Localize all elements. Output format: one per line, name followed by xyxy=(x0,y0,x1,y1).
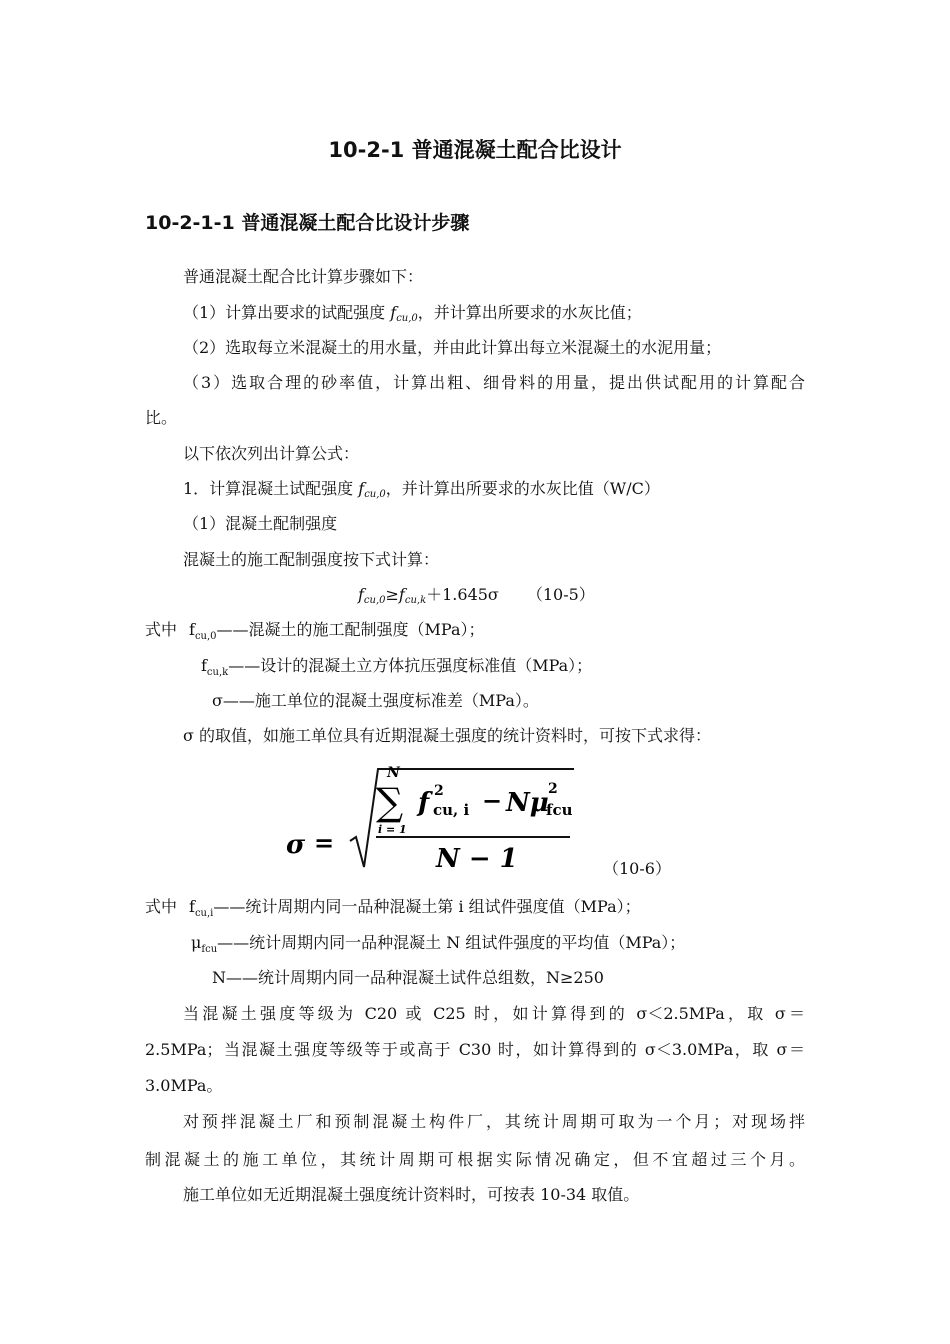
equation-10-5 xyxy=(358,584,595,612)
paragraph-item-1 xyxy=(183,478,660,506)
equation-10-6-number: （10-6） xyxy=(603,859,671,878)
paragraph-rule-line-2: 2.5MPa；当混凝土强度等级等于或高于 C30 时，如计算得到的 σ＜3.0MPa，取 σ＝ xyxy=(145,1040,805,1059)
section-heading: 10-2-1-1 普通混凝土配合比设计步骤 xyxy=(145,212,470,234)
equation-number: （10-5） xyxy=(526,585,595,604)
definition-fcui xyxy=(145,896,641,925)
symbol-f: f xyxy=(390,303,397,322)
paragraph-step-3-line-1: （3）选取合理的砂率值，计算出粗、细骨料的用量，提出供试配用的计算配合 xyxy=(183,373,805,392)
paragraph-intro: 普通混凝土配合比计算步骤如下： xyxy=(183,267,424,286)
text: ——设计的混凝土立方体抗压强度标准值（MPa）； xyxy=(228,656,593,675)
paragraph-formulas-intro: 以下依次列出计算公式： xyxy=(183,444,360,463)
definition-mufcu xyxy=(191,932,685,961)
formula-lhs: σ xyxy=(286,830,306,860)
term-mu-sup: 2 xyxy=(548,781,558,797)
text: ，并计算出所要求的水灰比值； xyxy=(417,303,642,322)
term-mu-sub: fcu xyxy=(546,801,573,819)
text: 式中 xyxy=(145,897,178,916)
definition-fcuk xyxy=(201,655,592,684)
sigma-formula xyxy=(278,763,578,883)
subscript: fcu xyxy=(201,944,218,955)
paragraph-step-1 xyxy=(183,302,642,330)
paragraph-sigma-intro: σ 的取值，如施工单位具有近期混凝土强度的统计资料时，可按下式求得： xyxy=(183,726,712,745)
subscript: cu,i xyxy=(194,908,214,919)
paragraph-sub-1: （1）混凝土配制强度 xyxy=(183,514,338,533)
definition-sigma: σ——施工单位的混凝土强度标准差（MPa）。 xyxy=(212,691,539,710)
formula-denominator: N − 1 xyxy=(436,844,518,874)
paragraph-table-ref: 施工单位如无近期混凝土强度统计资料时，可按表 10-34 取值。 xyxy=(183,1185,640,1204)
text: ——统计周期内同一品种混凝土 N 组试件强度的平均值（MPa）； xyxy=(217,933,686,952)
text: （1）计算出要求的试配强度 xyxy=(183,303,391,322)
definition-fcu0 xyxy=(145,619,485,648)
subscript: cu,0 xyxy=(194,631,217,642)
formula-equals: = xyxy=(314,828,335,857)
paragraph-step-2: （2）选取每立米混凝土的用水量，并由此计算出每立米混凝土的水泥用量； xyxy=(183,338,722,357)
term-n-mu: Nμ xyxy=(506,788,549,818)
term-f: f xyxy=(418,788,430,818)
text: ＋1.645σ xyxy=(426,585,499,604)
text: ——统计周期内同一品种混凝土第 i 组试件强度值（MPa）； xyxy=(213,897,641,916)
text: ，并计算出所要求的水灰比值（W/C） xyxy=(385,479,660,498)
text: 式中 xyxy=(145,620,178,639)
paragraph-period-line-2: 制混凝土的施工单位，其统计周期可根据实际情况确定，但不宜超过三个月。 xyxy=(145,1150,805,1169)
symbol-f: f xyxy=(358,479,365,498)
sum-symbol: ∑ xyxy=(376,780,404,824)
document-title: 10-2-1 普通混凝土配合比设计 xyxy=(328,138,622,162)
subscript: cu,k xyxy=(206,667,229,678)
subscript: cu,0 xyxy=(396,313,418,324)
formula-minus: − xyxy=(482,786,503,815)
symbol-f: f xyxy=(201,656,207,675)
paragraph-period-line-1: 对预拌混凝土厂和预制混凝土构件厂，其统计周期可取为一个月；对现场拌 xyxy=(183,1112,805,1131)
definition-n: N——统计周期内同一品种混凝土试件总组数，N≥250 xyxy=(212,968,604,987)
sum-upper: N xyxy=(387,765,400,781)
term-f-sub: cu, i xyxy=(433,801,470,819)
symbol-f: f xyxy=(189,897,195,916)
paragraph-rule-line-3: 3.0MPa。 xyxy=(145,1076,223,1095)
geq-sign: ≥ xyxy=(385,585,399,604)
text: ——混凝土的施工配制强度（MPa）； xyxy=(216,620,485,639)
sum-lower: i = 1 xyxy=(378,823,407,836)
symbol-f: f xyxy=(398,585,405,604)
symbol-f: f xyxy=(358,585,364,604)
paragraph-step-3-line-2: 比。 xyxy=(145,408,178,427)
text: 1．计算混凝土试配强度 xyxy=(183,479,359,498)
symbol-f: f xyxy=(189,620,195,639)
subscript: cu,k xyxy=(404,595,427,606)
paragraph-rule-line-1: 当混凝土强度等级为 C20 或 C25 时，如计算得到的 σ＜2.5MPa，取 σ＝ xyxy=(183,1004,805,1023)
symbol-mu: μ xyxy=(191,933,202,952)
term-f-sup: 2 xyxy=(434,783,444,799)
subscript: cu,0 xyxy=(363,595,386,606)
paragraph-calc-intro: 混凝土的施工配制强度按下式计算： xyxy=(183,550,440,569)
subscript: cu,0 xyxy=(364,489,386,500)
